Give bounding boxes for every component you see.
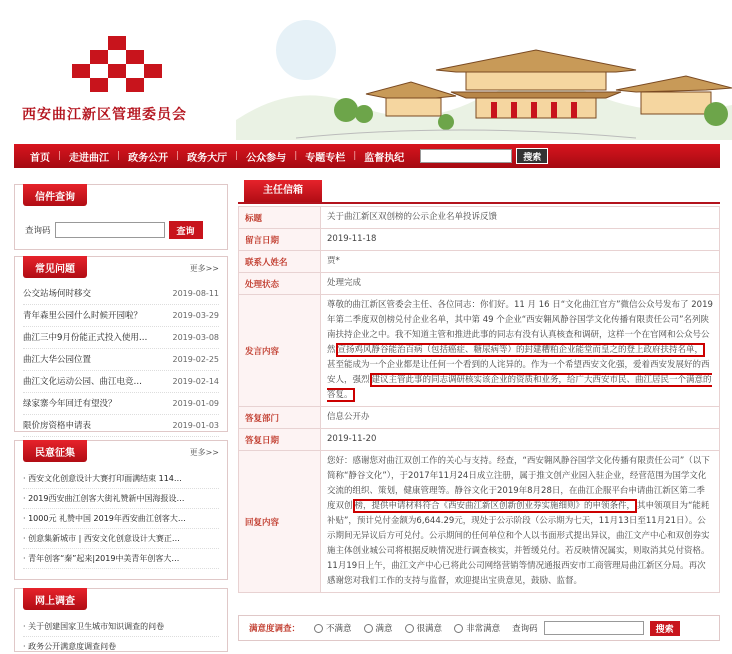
list-item[interactable] [23, 327, 219, 349]
list-item[interactable] [23, 349, 219, 371]
content-highlight-1: 宣扬鸡风静谷能治百病（包括癌症、糖尿病等）的封建糟粕企业能堂而皇之的登上政府扶持名单， [337, 345, 704, 355]
table-row [239, 429, 720, 451]
contact-value: 贾* [321, 251, 720, 273]
online-survey-box [14, 588, 228, 652]
letter-query-title: 信件查询 [23, 184, 87, 206]
query-code-input[interactable] [55, 222, 165, 238]
nav-public[interactable]: 公众参与 [246, 152, 287, 164]
main-tab-bar [238, 180, 720, 204]
site-header [0, 0, 732, 140]
logo-icon [72, 36, 162, 96]
radio-circle-icon[interactable] [314, 624, 323, 633]
satisfaction-search-button[interactable]: 搜索 [650, 621, 680, 636]
solicit-title: 民意征集 [23, 440, 87, 462]
list-item[interactable]: · 政务公开满意度调查问卷 [23, 642, 117, 651]
faq-list [23, 283, 219, 437]
query-code-label: 查询码 [25, 226, 51, 236]
radio-unsatisfied[interactable] [314, 622, 352, 634]
main-nav [14, 144, 720, 168]
satisfaction-code-label: 查询码 [512, 624, 538, 634]
faq-item-date: 2019-03-29 [172, 311, 219, 320]
reply-dept-label: 答复部门 [239, 407, 321, 429]
letter-query-box [14, 184, 228, 250]
reply-date-label: 答复日期 [239, 429, 321, 451]
nav-about[interactable]: 走进曲江 [69, 152, 110, 164]
radio-very-satisfied[interactable] [405, 622, 443, 634]
nav-separator: | [176, 151, 180, 161]
table-row [239, 229, 720, 251]
content-value [321, 295, 720, 407]
solicit-box [14, 440, 228, 580]
nav-separator: | [294, 151, 298, 161]
site-name: 西安曲江新区管理委员会 [22, 107, 187, 123]
msg-date-label: 留言日期 [239, 229, 321, 251]
reply-text-1: 您好：感谢您对曲江双创工作的关心与支持。经查，“西安翱风静谷国学文化传播有限责任公司”（以下简称“静谷文化”），于2017年11月24日成立注册，属于推文创产业园入驻企业，经营范围为国学文化交流的组织、策划，健康管理等。静谷文化于2019年8月28日，在曲江企服平台申请曲江新区第二季度双创 [327, 456, 710, 511]
nav-gov-open[interactable]: 政务公开 [128, 152, 169, 164]
status-value: 处理完成 [321, 273, 720, 295]
table-row [239, 451, 720, 593]
content-label: 发言内容 [239, 295, 321, 407]
satisfaction-label: 满意度调查： [249, 624, 301, 634]
faq-item-date: 2019-01-09 [172, 399, 219, 408]
nav-search-button[interactable]: 搜索 [516, 148, 548, 164]
list-item[interactable] [23, 283, 219, 305]
msg-date-value: 2019-11-18 [321, 229, 720, 251]
query-button[interactable]: 查询 [169, 221, 203, 239]
content-text-1: 尊敬的曲江新区管委会主任、各位同志：你们好。11 月 16 日“文化曲江官方”微信公众号发布了 2019 年第二季度双创榜兑付企业名单，其中第 49 个企业“西安翱风静谷国学文化传播有限责任公司”名列陕南扶持企业之中。我不知道主管和推进此事的同志有没有认真核查和调研，这样一个在官网和公众号公然 [327, 300, 713, 355]
online-survey-list [23, 617, 219, 654]
list-item[interactable]: · 青年创客“秦”起来|2019中美青年创客大… [23, 549, 219, 569]
faq-title: 常见问题 [23, 256, 87, 278]
table-row [239, 407, 720, 429]
faq-item-date: 2019-02-25 [172, 355, 219, 364]
faq-item-title[interactable]: 曲江三中9月份能正式投入使用… [23, 333, 148, 343]
reply-dept-value: 信息公开办 [321, 407, 720, 429]
nav-search-input[interactable] [420, 149, 512, 163]
nav-topics[interactable]: 专题专栏 [305, 152, 346, 164]
faq-item-title[interactable]: 绿家寨今年回迁有望没？ [23, 399, 117, 409]
nav-separator: | [58, 151, 62, 161]
list-item[interactable]: · 创意集新城市 | 西安文化创意设计大赛正… [23, 529, 219, 549]
radio-label: 不满意 [326, 624, 352, 634]
list-item[interactable] [23, 305, 219, 327]
radio-label: 非常满意 [466, 624, 501, 634]
reply-highlight: 榜，提供申请材料符合《西安曲江新区创新创业券实施细则》的申领条件， [354, 501, 636, 511]
faq-box [14, 256, 228, 432]
list-item[interactable] [23, 371, 219, 393]
nav-separator: | [235, 151, 239, 161]
contact-label: 联系人姓名 [239, 251, 321, 273]
table-row [239, 273, 720, 295]
faq-item-date: 2019-03-08 [172, 333, 219, 342]
satisfaction-survey [238, 615, 720, 641]
faq-item-title[interactable]: 青年森里公园什么时候开园啦？ [23, 311, 143, 321]
radio-circle-icon[interactable] [364, 624, 373, 633]
reply-label: 回复内容 [239, 451, 321, 593]
letter-detail-table [238, 206, 720, 593]
solicit-list [23, 469, 219, 569]
banner-illustration [236, 10, 732, 140]
status-label: 处理状态 [239, 273, 321, 295]
online-survey-title: 网上调查 [23, 588, 87, 610]
satisfaction-code-input[interactable] [544, 621, 644, 635]
radio-satisfied[interactable] [364, 622, 393, 634]
faq-item-title[interactable]: 曲江大华公园位置 [23, 355, 92, 365]
radio-label: 很满意 [416, 624, 443, 634]
nav-separator: | [353, 151, 357, 161]
radio-extremely-satisfied[interactable] [454, 622, 500, 634]
reply-value [321, 451, 720, 593]
content-highlight-2: 建议主管此事的同志调研核实该企业的资质和业务，给广大西安市民、曲江居民一个满意的答复。 [327, 375, 712, 400]
radio-circle-icon[interactable] [405, 624, 414, 633]
list-item[interactable] [23, 415, 219, 437]
tab-director-mailbox[interactable]: 主任信箱 [244, 180, 322, 202]
letter-query-row [25, 221, 203, 239]
faq-item-title[interactable]: 公交站场何时移交 [23, 289, 92, 299]
faq-item-title[interactable]: 限价房资格申请表 [23, 421, 92, 431]
content-text-2: 甚至能成为一个企业都是让任何一个看到的人诧异的。作为一个希望西安文化强，爱着西安发展好的西安人，强烈 [327, 360, 710, 385]
table-row [239, 207, 720, 229]
list-item[interactable]: · 1000元 礼赞中国 2019年西安曲江创客大… [23, 509, 219, 529]
table-row [239, 251, 720, 273]
nav-supervision[interactable]: 监督执纪 [364, 152, 405, 164]
faq-item-title[interactable]: 曲江文化运动公园、曲江电竞… [23, 377, 143, 387]
table-row [239, 295, 720, 407]
radio-label: 满意 [375, 624, 393, 634]
nav-separator: | [117, 151, 121, 161]
list-item[interactable]: · 关于创建国家卫生城市知识调查的问卷 [23, 617, 219, 637]
radio-circle-icon[interactable] [454, 624, 463, 633]
reply-text-2: 其申领项目为“能耗补贴”，预计兑付金额为6,644.29元，现处于公示阶段（公示期为七天，11月13日至11月21日）。公示期间无异议后方可兑付。公示期间的任何单位和个人以书面形式提出异议，曲江文产中心和双创券实施主体创业城公司将根据反映情况进行调查核实，并暂缓兑付。若反映情况属实，则取消其兑付资格。11月19日上午，曲江文产中心已将此公司网络营销等情况通报西安市工商管理局曲江新区分局。再次感谢您对我们工作的支持与监督，欢迎提出宝贵意见，鼓励、监督。 [327, 501, 710, 586]
nav-home[interactable]: 首页 [30, 152, 50, 164]
title-label: 标题 [239, 207, 321, 229]
faq-item-date: 2019-02-14 [172, 377, 219, 386]
reply-date-value: 2019-11-20 [321, 429, 720, 451]
nav-gov-hall[interactable]: 政务大厅 [187, 152, 228, 164]
faq-item-date: 2019-01-03 [172, 421, 219, 430]
solicit-more-link[interactable]: 更多>> [189, 448, 219, 457]
faq-more-link[interactable]: 更多>> [189, 264, 219, 273]
list-item[interactable]: · 西安文化创意设计大赛打印面满结束 114… [23, 469, 219, 489]
title-value: 关于曲江新区双创榜的公示企业名单投诉反馈 [321, 207, 720, 229]
faq-item-date: 2019-08-11 [172, 289, 219, 298]
list-item[interactable] [23, 393, 219, 415]
list-item[interactable]: · 2019西安曲江创客大街礼赞新中国海报设… [23, 489, 219, 509]
